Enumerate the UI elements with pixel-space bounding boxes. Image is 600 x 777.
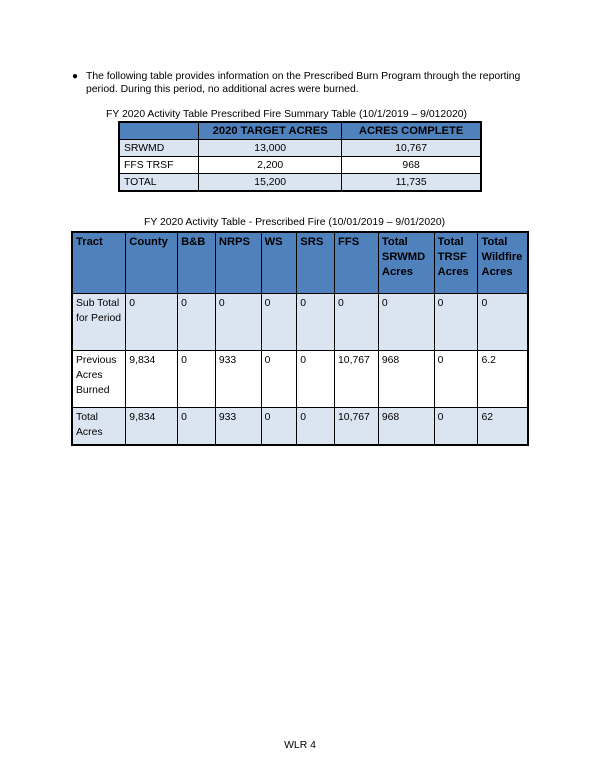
fire-cell: 0 (378, 294, 434, 351)
summary-cell: 10,767 (342, 140, 481, 157)
summary-header-cell (119, 122, 199, 140)
fire-cell: 0 (297, 294, 335, 351)
summary-cell: 2,200 (199, 157, 342, 174)
summary-table-caption: FY 2020 Activity Table Prescribed Fire Summary Table (10/1/2019 – 9/012020) (106, 109, 467, 120)
fire-cell: Sub Total for Period (72, 294, 126, 351)
page-footer-label: WLR 4 (284, 740, 316, 751)
fire-cell: 933 (215, 408, 261, 446)
intro-text: The following table provides information on the Prescribed Burn Program through the reporting period. During this period, no additional acres were burned. (86, 71, 521, 95)
summary-header-row (119, 122, 481, 140)
fire-cell: 10,767 (335, 351, 379, 408)
fire-cell: 0 (434, 408, 478, 446)
fire-header-cell: NRPS (215, 232, 261, 294)
intro-bullet-paragraph (72, 70, 526, 96)
summary-row (119, 157, 481, 174)
fire-table-row (72, 408, 528, 446)
summary-table (118, 121, 482, 192)
fire-cell: 0 (178, 294, 216, 351)
summary-cell: 968 (342, 157, 481, 174)
fire-cell: 0 (297, 351, 335, 408)
fire-header-cell: B&B (178, 232, 216, 294)
fire-cell: 9,834 (126, 408, 178, 446)
summary-row (119, 174, 481, 192)
fire-cell: 0 (261, 408, 297, 446)
summary-cell: 15,200 (199, 174, 342, 192)
summary-cell: 11,735 (342, 174, 481, 192)
bullet-icon: ● (72, 71, 79, 82)
fire-cell: 0 (335, 294, 379, 351)
fire-cell: 933 (215, 351, 261, 408)
fire-cell: 968 (378, 408, 434, 446)
fire-cell: 0 (261, 294, 297, 351)
fire-cell: 0 (126, 294, 178, 351)
fire-header-cell: Total Wildfire Acres (478, 232, 528, 294)
fire-header-cell: WS (261, 232, 297, 294)
summary-cell: TOTAL (119, 174, 199, 192)
fire-header-cell: SRS (297, 232, 335, 294)
fire-header-cell: FFS (335, 232, 379, 294)
fire-cell: 0 (178, 408, 216, 446)
fire-cell: Previous Acres Burned (72, 351, 126, 408)
summary-cell: SRWMD (119, 140, 199, 157)
fire-cell: 62 (478, 408, 528, 446)
summary-header-cell: 2020 TARGET ACRES (199, 122, 342, 140)
summary-cell: FFS TRSF (119, 157, 199, 174)
fire-cell: 0 (261, 351, 297, 408)
fire-table-caption: FY 2020 Activity Table - Prescribed Fire (10/01/2019 – 9/01/2020) (144, 217, 446, 228)
fire-cell: 0 (297, 408, 335, 446)
fire-cell: 0 (478, 294, 528, 351)
fire-cell: 0 (215, 294, 261, 351)
fire-header-row (72, 232, 528, 294)
summary-header-cell: ACRES COMPLETE (342, 122, 481, 140)
fire-cell: 6.2 (478, 351, 528, 408)
fire-cell: 968 (378, 351, 434, 408)
fire-table-row (72, 351, 528, 408)
fire-cell: 10,767 (335, 408, 379, 446)
fire-cell: 0 (434, 294, 478, 351)
fire-header-cell: Tract (72, 232, 126, 294)
summary-cell: 13,000 (199, 140, 342, 157)
fire-cell: Total Acres (72, 408, 126, 446)
prescribed-fire-table (71, 231, 529, 446)
fire-header-cell: Total TRSF Acres (434, 232, 478, 294)
fire-header-cell: County (126, 232, 178, 294)
fire-header-cell: Total SRWMD Acres (378, 232, 434, 294)
summary-row (119, 140, 481, 157)
fire-table-row (72, 294, 528, 351)
fire-cell: 0 (434, 351, 478, 408)
fire-cell: 0 (178, 351, 216, 408)
fire-cell: 9,834 (126, 351, 178, 408)
